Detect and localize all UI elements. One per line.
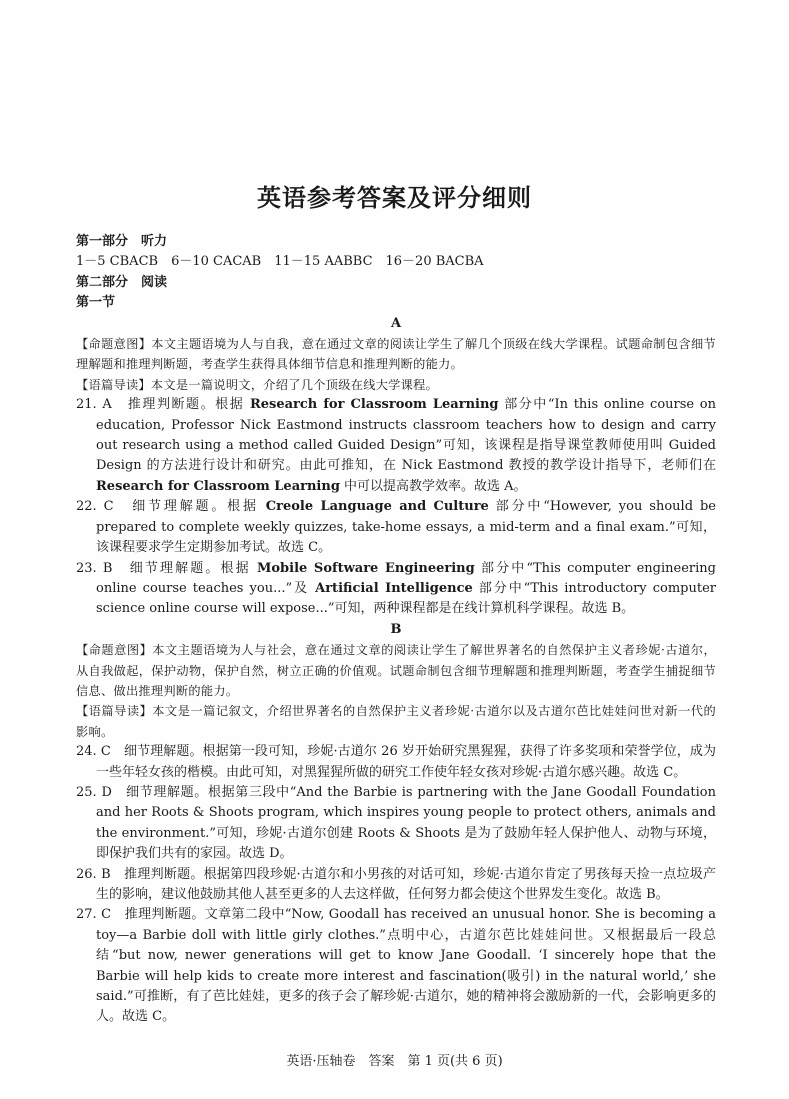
passage-a-guide: 【语篇导读】本文是一篇说明文，介绍了几个顶级在线大学课程。 bbox=[76, 377, 439, 392]
answer-21-text-1: 21. A 推理判断题。根据 bbox=[76, 397, 250, 413]
answer-21-text-2: 部分中“In this online course on education, Professor Nick Eastmond instructs classroom teachers how to design and carry out research using a method called Guided Design”可知，该课程是指导课堂教师使用叫 Guided Design 的方法进行设计和研究。由此可推知，在 Nick Eastmond 教授的教学设计指导下，老师们在 bbox=[96, 397, 717, 474]
answer-21-text-3: 中可以提高教学效率。故选 A。 bbox=[339, 478, 527, 494]
answer-22-text-2: 部分中“However, you should be prepared to complete weekly quizzes, take-home essays, a mid-term and a final exam.”可知，该课程要求学生定期参加考试。故选 C。 bbox=[96, 499, 717, 556]
answer-23-text-1: 23. B 细节理解题。根据 bbox=[76, 560, 257, 576]
passage-b-intent: 【命题意图】本文主题语境为人与社会，意在通过文章的阅读让学生了解世界著名的自然保护主义者珍妮·古道尔，从自我做起，保护动物，保护自然，树立正确的价值观。试题命制包含细节理解题和推理判断题，考查学生捕捉细节信息、做出推理判断的能力。 bbox=[76, 643, 716, 698]
part2-heading: 第二部分 阅读 bbox=[76, 274, 168, 290]
section-heading: 第一节 bbox=[76, 295, 116, 311]
answer-23-text-3: 部分中“This introductory computer science online course will expose...”可知，两种课程都是在线计算机科学课程。故选 B。 bbox=[96, 580, 716, 617]
passage-b-letter: B bbox=[390, 621, 402, 637]
answer-23-text-2: 部分中“This computer engineering online course teaches you...”及 bbox=[96, 560, 716, 596]
answer-26: 26. B 推理判断题。根据第四段珍妮·古道尔和小男孩的对话可知，珍妮·古道尔肯定了男孩每天捡一点垃圾产生的影响，建议他鼓励其他人甚至更多的人去这样做，任何努力都会使这个世界发生变化。故选 B。 bbox=[76, 866, 716, 902]
answer-21-bold-1: Research for Classroom Learning bbox=[249, 397, 499, 413]
answer-23-bold-1: Mobile Software Engineering bbox=[256, 560, 475, 576]
answer-21-bold-2: Research for Classroom Learning bbox=[96, 478, 340, 494]
listening-answers: 1－5 CBACB 6－10 CACAB 11－15 AABBC 16－20 BACBA bbox=[76, 254, 484, 270]
answer-content bbox=[76, 232, 716, 1028]
part1-heading: 第一部分 听力 bbox=[76, 234, 168, 249]
answer-27: 27. C 推理判断题。文章第二段中“Now, Goodall has received an unusual honor. She is becoming a toy—a Barbie doll with little girly clothes.”点明中心，古道尔芭比娃娃问世。又根据最后一段总结“but now, newer generations will get to know Jane Goodall. ‘I sincerely hope that the Barbie will help kids to create more interest and fascination(吸引) in the natural world,’ she said.”可推断，有了芭比娃娃，更多的孩子会了解珍妮·古道尔，她的精神将会激励新的一代，会影响更多的人。故选 C。 bbox=[76, 907, 716, 1025]
passage-b-guide: 【语篇导读】本文是一篇记叙文，介绍世界著名的自然保护主义者珍妮·古道尔以及古道尔芭比娃娃问世对新一代的影响。 bbox=[76, 704, 716, 739]
answer-22-text-1: 22. C 细节理解题。根据 bbox=[76, 499, 266, 515]
answer-24: 24. C 细节理解题。根据第一段可知，珍妮·古道尔 26 岁开始研究黑猩猩，获得了许多奖项和荣誉学位，成为一些年轻女孩的楷模。由此可知，对黑猩猩所做的研究工作使年轻女孩对珍妮·古道尔感兴趣。故选 C。 bbox=[76, 744, 716, 780]
answer-21 bbox=[76, 395, 716, 497]
passage-a-intent: 【命题意图】本文主题语境为人与自我，意在通过文章的阅读让学生了解几个顶级在线大学课程。试题命制包含细节理解题和推理判断题，考查学生获得具体细节信息和推理判断的能力。 bbox=[76, 337, 716, 372]
answer-25: 25. D 细节理解题。根据第三段中“And the Barbie is partnering with the Jane Goodall Foundation and her Roots & Shoots program, which inspires young people to protect others, animals and the environment.”可知，珍妮·古道尔创建 Roots & Shoots 是为了鼓励年轻人保护他人、动物与环境，即保护我们共有的家园。故选 D。 bbox=[76, 784, 716, 862]
page-footer: 英语·压轴卷 答案 第 1 页(共 6 页) bbox=[286, 1054, 503, 1069]
answer-23-bold-2: Artificial Intelligence bbox=[315, 580, 473, 596]
passage-a-letter: A bbox=[390, 315, 402, 331]
answer-22-bold-1: Creole Language and Culture bbox=[265, 499, 489, 515]
answer-23 bbox=[76, 559, 716, 620]
page-title: 英语参考答案及评分细则 bbox=[257, 183, 532, 212]
answer-22 bbox=[76, 497, 716, 558]
